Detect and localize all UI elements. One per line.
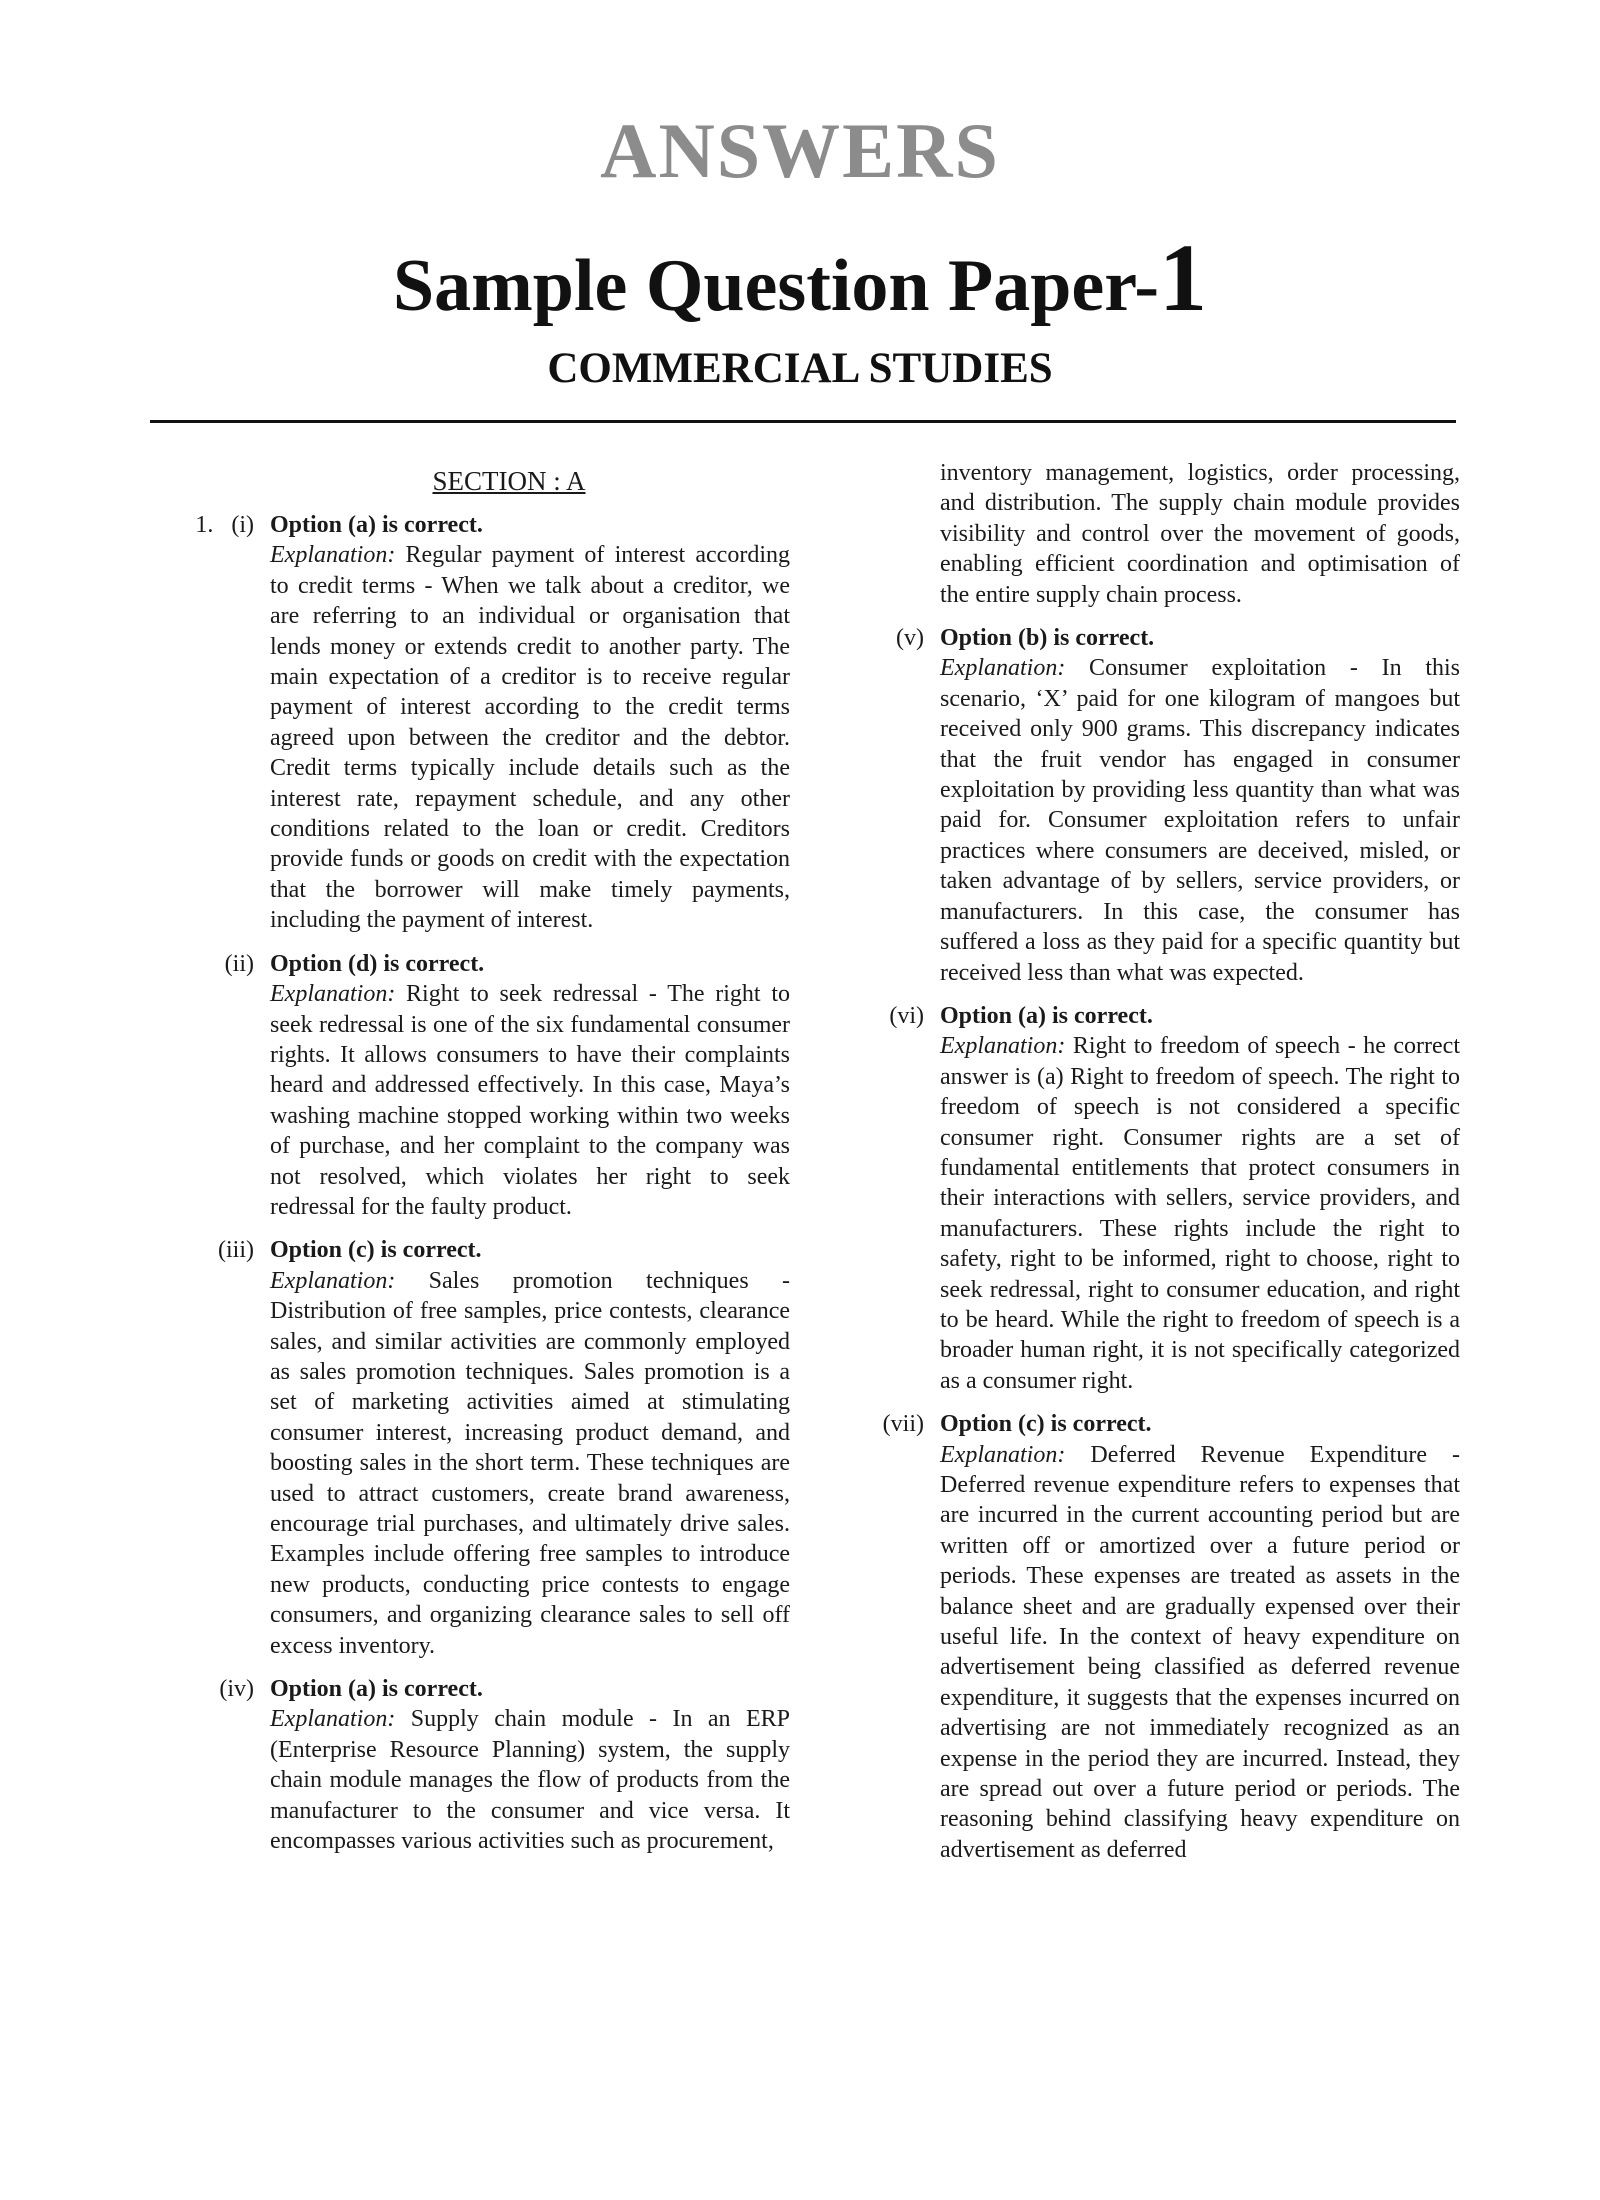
answer-item-iv: [150, 1674, 790, 1856]
answer-item-iii: [150, 1235, 790, 1661]
explanation-text: Regular payment of interest according to credit terms - When we talk about a creditor, we are referring to an individual or organisation that lends money or extends credit to another party. The main expectation of a creditor is to receive regular payment of interest according to the credit terms agreed upon between the creditor and the debtor. Credit terms typically include details such as the interest rate, repayment schedule, and any other conditions related to the loan or credit. Creditors provide funds or goods on credit with the expectation that the borrower will make timely payments, including the payment of interest.: [270, 542, 790, 934]
paper-number: 1: [1159, 224, 1207, 331]
right-column: [820, 458, 1460, 1878]
answers-heading: ANSWERS: [600, 107, 1000, 194]
section-heading: SECTION : A: [432, 466, 586, 496]
answer-item-ii: [150, 949, 790, 1223]
item-explanation: [940, 1031, 1460, 1396]
item-option: Option (a) is correct.: [940, 1002, 1153, 1029]
item-number: (iii): [218, 1237, 254, 1264]
answer-item-vii: [820, 1409, 1460, 1865]
item-number: (vi): [889, 1002, 924, 1029]
explanation-label: Explanation:: [940, 655, 1066, 682]
item-number: (vii): [882, 1411, 924, 1438]
answer-item-iv-continued: inventory management, logistics, order processing, and distribution. The supply chain module provides visibility and control over the movement of goods, enabling efficient coordination and optimisation of the entire supply chain process.: [940, 460, 1460, 608]
subject-title: COMMERCIAL STUDIES: [547, 345, 1053, 392]
answer-item-vi: [820, 1001, 1460, 1396]
header-divider: [150, 420, 1456, 423]
item-option: Option (a) is correct.: [270, 512, 483, 538]
explanation-label: Explanation:: [270, 1267, 396, 1294]
explanation-text: Supply chain module - In an ERP (Enterprise Resource Planning) system, the supply chain module manages the flow of products from the manufacturer to the consumer and vice versa. It encompasses various activities such as procurement,: [270, 1706, 790, 1855]
paper-title-text: Sample Question Paper-: [392, 245, 1159, 327]
item-number: (ii): [224, 950, 254, 977]
item-explanation: [270, 979, 790, 1222]
item-option: Option (d) is correct.: [270, 950, 485, 977]
explanation-text: Sales promotion techniques - Distribution of free samples, price contests, clearance sales, and similar activities are commonly employed as sales promotion techniques. Sales promotion is a set of marketing activities aimed at stimulating consumer interest, increasing product demand, and boosting sales in the short term. These techniques are used to attract customers, create brand awareness, encourage trial purchases, and ultimately drive sales. Examples include offering free samples to introduce new products, conducting price contests to engage consumers, and organizing clearance sales to sell off excess inventory.: [270, 1267, 790, 1659]
explanation-label: Explanation:: [270, 542, 396, 569]
item-option: Option (b) is correct.: [940, 625, 1155, 652]
explanation-label: Explanation:: [270, 981, 396, 1008]
item-option: Option (c) is correct.: [270, 1237, 482, 1264]
item-explanation: [270, 1704, 790, 1856]
item-number: (v): [896, 625, 924, 652]
item-explanation: [270, 540, 790, 935]
explanation-label: Explanation:: [940, 1441, 1066, 1468]
explanation-text: Right to seek redressal - The right to seek redressal is one of the six fundamental consumer rights. It allows consumers to have their complaints heard and addressed effectively. In this case, Maya’s washing machine stopped working within two weeks of purchase, and her complaint to the company was not resolved, which violates her right to seek redressal for the faulty product.: [270, 981, 790, 1220]
explanation-text: Deferred Revenue Expenditure - Deferred revenue expenditure refers to expenses that are incurred in the current accounting period but are written off or amortized over a future period or periods. These expenses are treated as assets in the balance sheet and are gradually expensed over their useful life. In the context of heavy expenditure on advertisement being classified as deferred revenue expenditure, it suggests that the expenses incurred on advertising are not immediately recognized as an expense in the period they are incurred. Instead, they are spread out over a future period or periods. The reasoning behind classifying heavy expenditure on advertisement as deferred: [940, 1441, 1460, 1863]
item-number: 1. (i): [195, 512, 254, 538]
paper-title: [0, 224, 1600, 331]
left-column: [150, 458, 790, 1869]
answer-item-v: [820, 623, 1460, 988]
item-explanation: [270, 1266, 790, 1661]
item-option: Option (a) is correct.: [270, 1676, 483, 1703]
explanation-text: Right to freedom of speech - he correct answer is (a) Right to freedom of speech. The right to freedom of speech is not considered a specific consumer right. Consumer rights are a set of fundamental entitlements that protect consumers in their interactions with sellers, service providers, and manufacturers. These rights include the right to safety, right to be informed, right to choose, right to seek redressal, right to consumer education, and right to be heard. While the right to freedom of speech is a broader human right, it is not specifically categorized as a consumer right.: [940, 1033, 1460, 1394]
item-explanation: [940, 653, 1460, 987]
explanation-text: Consumer exploitation - In this scenario, ‘X’ paid for one kilogram of mangoes but received only 900 grams. This discrepancy indicates that the fruit vendor has engaged in consumer exploitation by providing less quantity than what was paid for. Consumer exploitation refers to unfair practices where consumers are deceived, misled, or taken advantage of by sellers, service providers, or manufacturers. In this case, the consumer has suffered a loss as they paid for a specific quantity but received less than what was expected.: [940, 655, 1460, 986]
explanation-label: Explanation:: [270, 1706, 396, 1733]
item-number: (iv): [219, 1676, 254, 1703]
explanation-label: Explanation:: [940, 1033, 1066, 1060]
answer-item-i: [150, 510, 790, 936]
item-option: Option (c) is correct.: [940, 1411, 1152, 1438]
item-explanation: [940, 1440, 1460, 1866]
